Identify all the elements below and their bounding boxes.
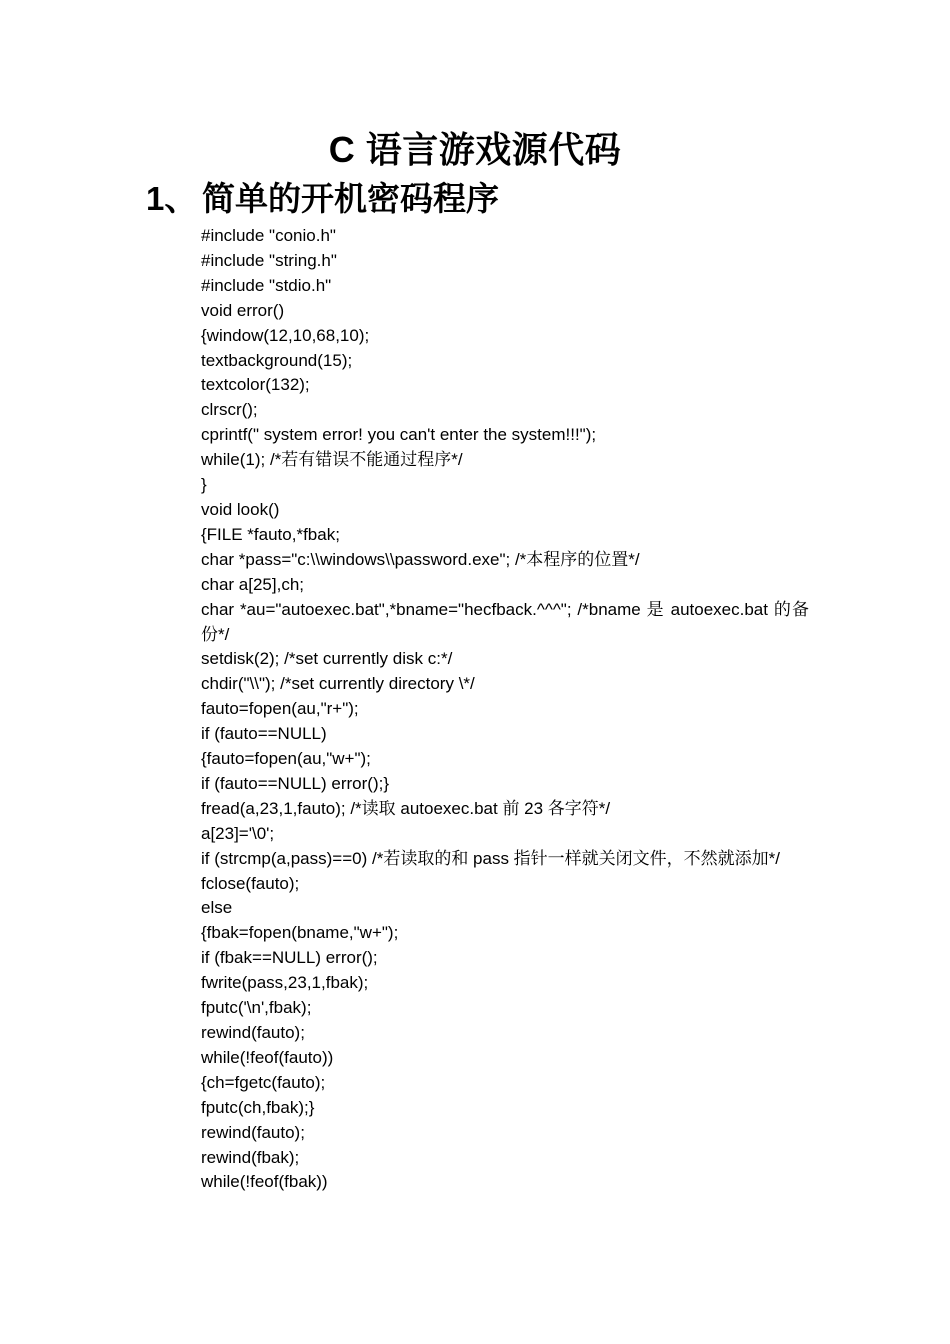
- code-line: if (fauto==NULL): [201, 724, 327, 744]
- code-line: rewind(fauto);: [201, 1023, 305, 1042]
- code-line: fputc('\n',fbak);: [201, 998, 312, 1018]
- code-line: char *au="autoexec.bat",*bname="hecfback.^^^"; /*bname 是 autoexec.bat 的备份*/: [201, 599, 809, 644]
- section-title: 简单的开机密码程序: [202, 180, 499, 217]
- code-line: fwrite(pass,23,1,fbak);: [201, 973, 369, 993]
- code-line: cprintf(" system error! you can't enter the system!!!");: [201, 425, 597, 445]
- code-line: else: [201, 898, 233, 918]
- code-line: {window(12,10,68,10);: [201, 325, 370, 345]
- code-line: textbackground(15);: [201, 350, 353, 370]
- code-line: a[23]='\0';: [201, 823, 275, 843]
- code-line: clrscr();: [201, 400, 258, 420]
- code-line: rewind(fauto);: [201, 1122, 305, 1142]
- code-line: rewind(fbak);: [201, 1147, 300, 1167]
- code-line: {ch=fgetc(fauto);: [201, 1072, 326, 1092]
- code-line: {fauto=fopen(au,"w+");: [201, 749, 371, 769]
- code-line: if (fauto==NULL) error();}: [201, 773, 390, 793]
- code-line: char *pass="c:\\windows\\password.exe"; /*本程序的位置*/: [201, 549, 640, 569]
- code-line: {FILE *fauto,*fbak;: [201, 524, 340, 544]
- code-listing: [201, 224, 809, 1195]
- code-line: #include "conio.h": [201, 226, 336, 245]
- code-line: #include "stdio.h": [201, 275, 332, 295]
- section-number: 1、: [146, 180, 198, 217]
- code-line: while(1); /*若有错误不能通过程序*/: [201, 450, 463, 470]
- code-line: fread(a,23,1,fauto); /*读取 autoexec.bat 前 23 各字符*/: [201, 798, 611, 818]
- code-line: if (strcmp(a,pass)==0) /*若读取的和 pass 指针一样就关闭文件，不然就添加*/: [201, 848, 781, 868]
- code-line: while(!feof(fbak)): [201, 1172, 328, 1192]
- code-line: chdir("\\"); /*set currently directory \*/: [201, 674, 475, 694]
- code-line: void look(): [201, 499, 280, 519]
- code-line: char a[25],ch;: [201, 574, 305, 594]
- code-line: #include "string.h": [201, 250, 337, 270]
- code-line: {fbak=fopen(bname,"w+");: [201, 923, 399, 943]
- code-line: textcolor(132);: [201, 375, 310, 395]
- section-heading: [146, 176, 499, 222]
- code-line: fputc(ch,fbak);}: [201, 1097, 315, 1117]
- code-line: fauto=fopen(au,"r+");: [201, 699, 359, 719]
- code-line: void error(): [201, 300, 285, 320]
- code-line: }: [201, 475, 207, 495]
- document-title: C 语言游戏源代码: [328, 129, 622, 170]
- code-line: while(!feof(fauto)): [201, 1047, 334, 1067]
- code-line: setdisk(2); /*set currently disk c:*/: [201, 649, 453, 669]
- code-line: if (fbak==NULL) error();: [201, 948, 378, 968]
- code-line: fclose(fauto);: [201, 873, 300, 893]
